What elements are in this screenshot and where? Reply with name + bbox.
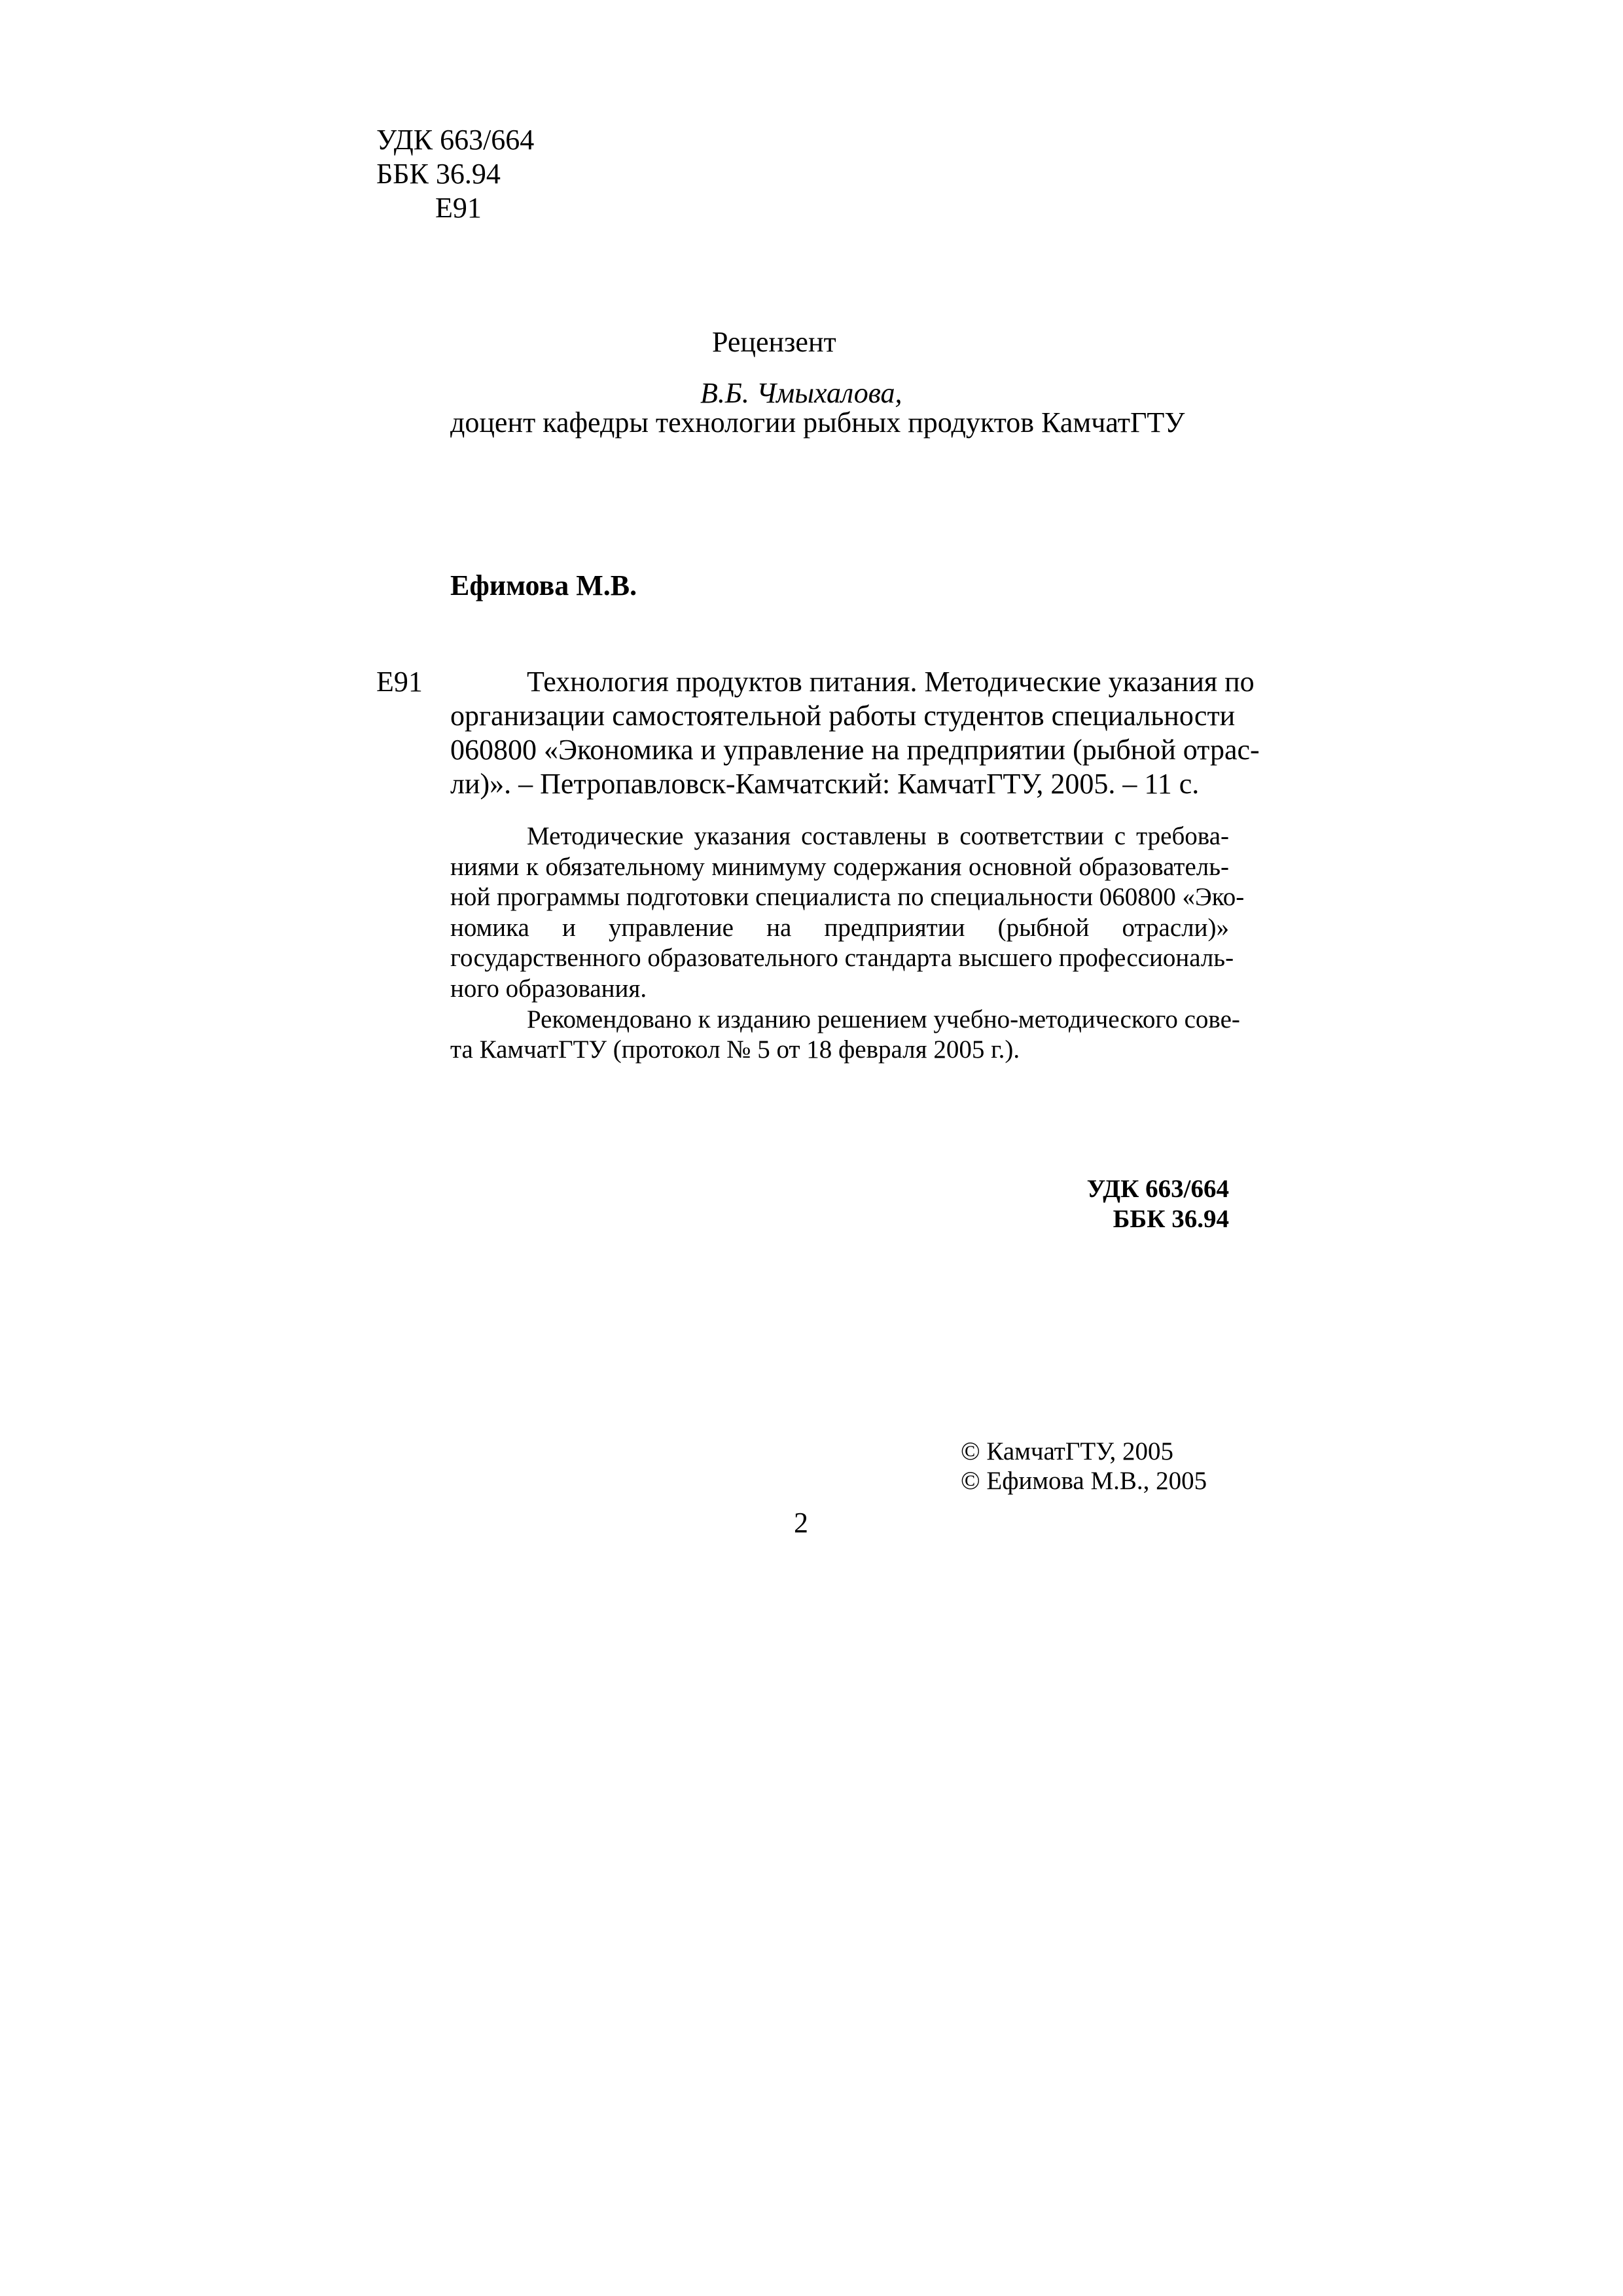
entry-line: ли)». – Петропавловск-Камчатский: КамчатГТУ, 2005. – 11 с. bbox=[450, 768, 1200, 800]
abstract-line: та КамчатГТУ (протокол № 5 от 18 февраля 2005 г.). bbox=[450, 1035, 1020, 1064]
udk-code-bottom: УДК 663/664 bbox=[1086, 1175, 1229, 1203]
author-name: Ефимова М.В. bbox=[450, 569, 637, 601]
bbk-code-bottom: ББК 36.94 bbox=[1113, 1205, 1229, 1233]
entry-line: 060800 «Экономика и управление на предприятии (рыбной отрас- bbox=[450, 734, 1260, 766]
abstract-line: Рекомендовано к изданию решением учебно-методического сове- bbox=[527, 1005, 1240, 1033]
udk-code: УДК 663/664 bbox=[376, 124, 535, 156]
author-mark: Е91 bbox=[435, 192, 482, 224]
reviewer-name: В.Б. Чмыхалова, bbox=[700, 377, 902, 409]
abstract-line: номика и управление на предприятии (рыбной отрасли)» bbox=[450, 913, 1229, 942]
abstract-line: Методические указания составлены в соответствии с требова- bbox=[527, 822, 1229, 850]
entry-line: Технология продуктов питания. Методические указания по bbox=[527, 666, 1255, 698]
bibliographic-entry bbox=[450, 665, 1260, 801]
copyright-line: © КамчатГТУ, 2005 bbox=[961, 1437, 1173, 1465]
abstract-line: ниями к обязательному минимуму содержания основной образователь- bbox=[450, 852, 1229, 881]
entry-mark: Е91 bbox=[376, 666, 423, 698]
copyright-line: © Ефимова М.В., 2005 bbox=[961, 1467, 1207, 1495]
abstract-line: государственного образовательного стандарта высшего профессиональ- bbox=[450, 944, 1234, 973]
abstract bbox=[450, 821, 1245, 1066]
bbk-code: ББК 36.94 bbox=[376, 158, 501, 190]
abstract-line: ного образования. bbox=[450, 974, 647, 1003]
reviewer-heading: Рецензент bbox=[712, 326, 836, 358]
page-number: 2 bbox=[794, 1507, 808, 1539]
abstract-line: ной программы подготовки специалиста по специальности 060800 «Эко- bbox=[450, 883, 1245, 912]
entry-line: организации самостоятельной работы студентов специальности bbox=[450, 700, 1236, 732]
reviewer-position: доцент кафедры технологии рыбных продуктов КамчатГТУ bbox=[450, 406, 1185, 439]
